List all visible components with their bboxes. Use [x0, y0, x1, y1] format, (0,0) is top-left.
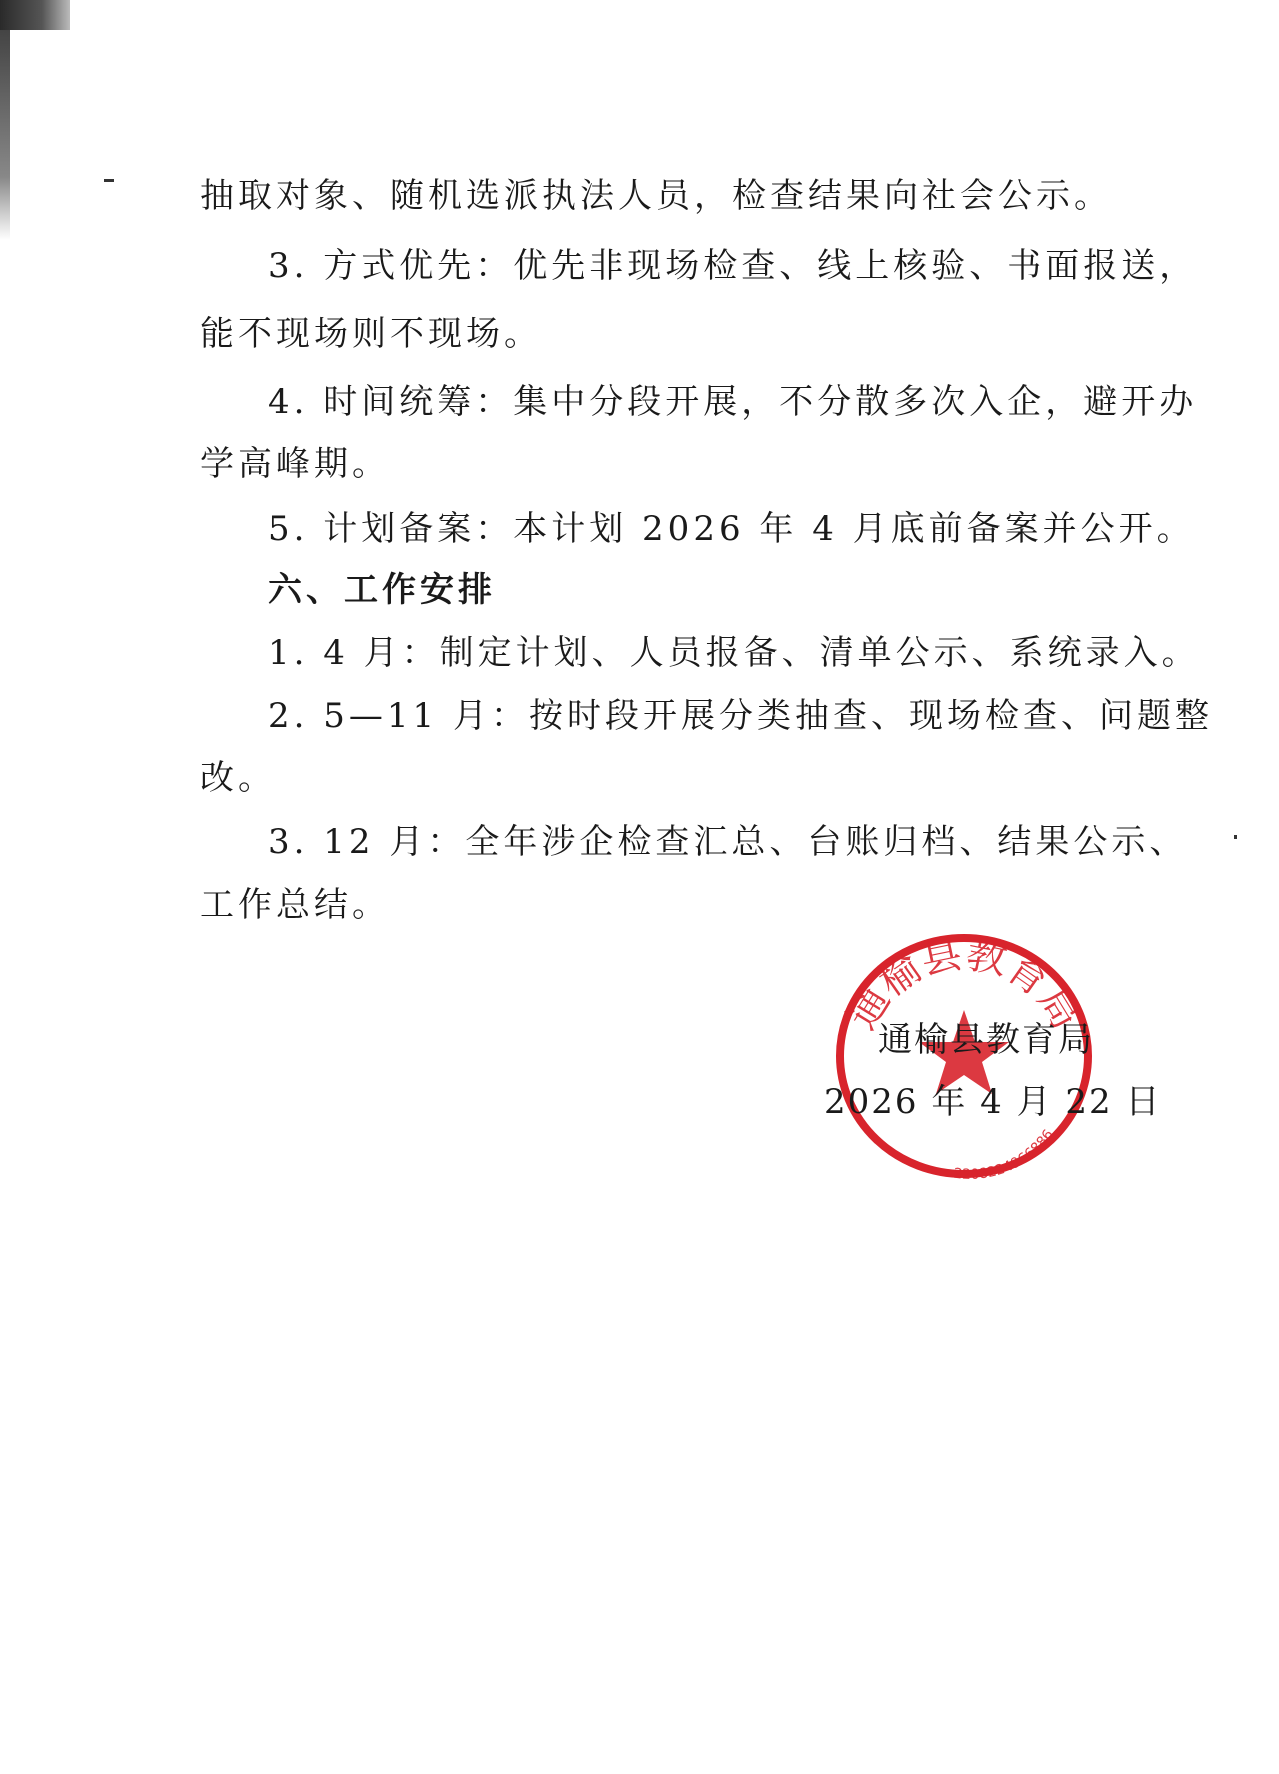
scan-speck: [1234, 835, 1237, 839]
paragraph-line: 改。: [200, 758, 276, 798]
scan-speck: [104, 179, 114, 182]
paragraph-line: 学高峰期。: [200, 444, 390, 484]
seal-code: 2208224966886: [952, 1126, 1057, 1180]
paragraph-line: 4. 时间统筹：集中分段开展，不分散多次入企，避开办: [268, 382, 1198, 422]
paragraph-line: 抽取对象、随机选派执法人员，检查结果向社会公示。: [200, 176, 1112, 216]
scan-edge-artifact: [0, 30, 10, 240]
paragraph-line: 3. 方式优先：优先非现场检查、线上核验、书面报送，: [268, 246, 1198, 286]
paragraph-line: 工作总结。: [200, 885, 390, 925]
issuer-name: 通榆县教育局: [878, 1020, 1094, 1060]
seal-arc-text: 通榆县教育局: [839, 932, 1089, 1038]
paragraph-line: 5. 计划备案：本计划 2026 年 4 月底前备案并公开。: [268, 509, 1195, 549]
paragraph-line: 能不现场则不现场。: [200, 314, 542, 354]
section-heading: 六、工作安排: [268, 570, 496, 610]
issue-date: 2026 年 4 月 22 日: [824, 1082, 1162, 1122]
paragraph-line: 1. 4 月：制定计划、人员报备、清单公示、系统录入。: [268, 633, 1200, 673]
scan-edge-artifact: [0, 0, 70, 30]
paragraph-line: 3. 12 月：全年涉企检查汇总、台账归档、结果公示、: [268, 822, 1188, 862]
paragraph-line: 2. 5—11 月：按时段开展分类抽查、现场检查、问题整: [268, 696, 1213, 736]
